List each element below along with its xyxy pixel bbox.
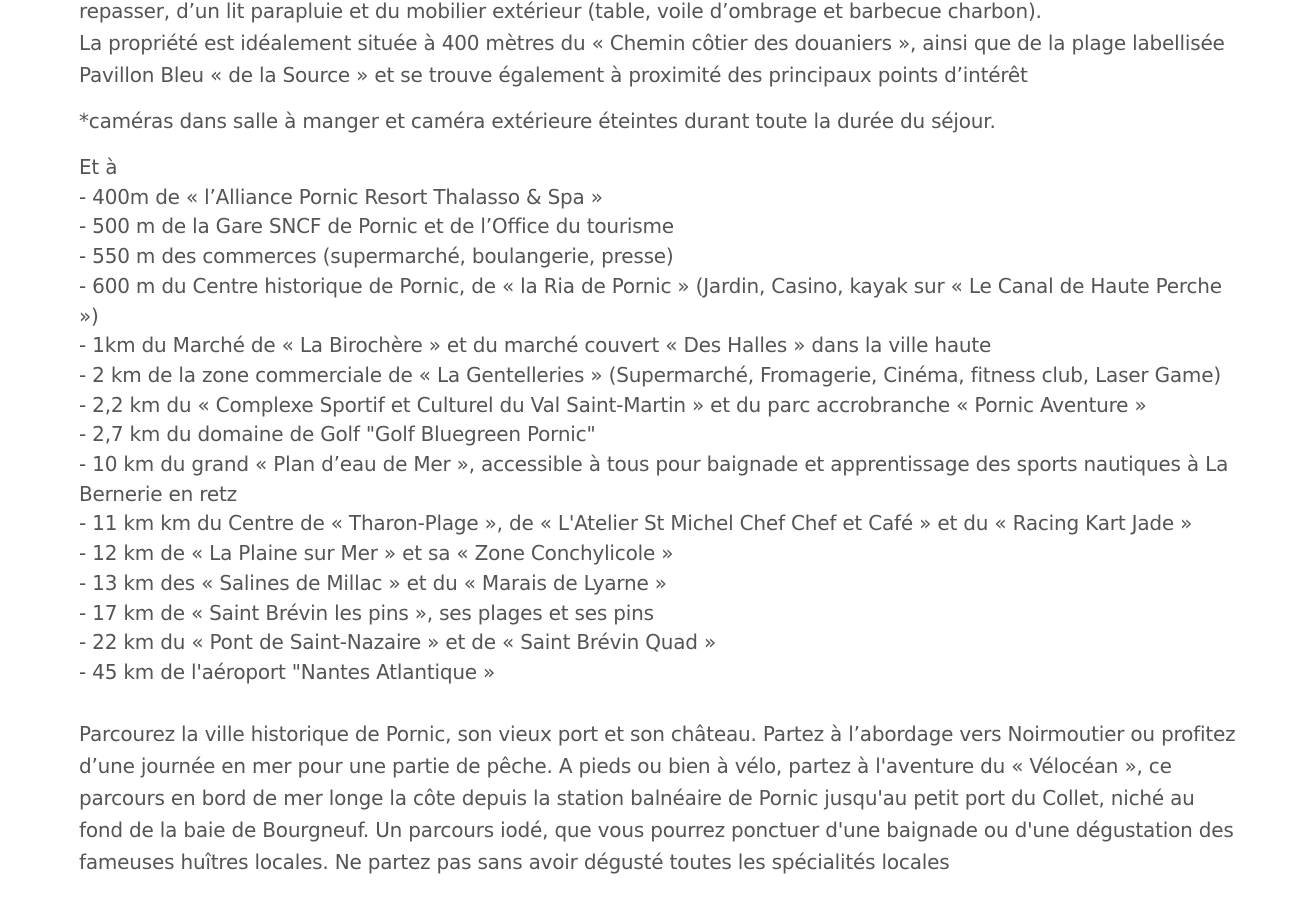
distance-item: - 2,2 km du « Complexe Sportif et Culturel du Val Saint-Martin » et du parc accrobranche « Pornic Aventure » <box>79 392 1147 417</box>
outro-paragraph: Parcourez la ville historique de Pornic, son vieux port et son château. Partez à l’abordage vers Noirmoutier ou profitez d’une journée en mer pour une partie de pêche. A pieds ou bien à vélo, partez à l'aventure du « Vélocéan », ce parcours en bord de mer longe la côte depuis la station balnéaire de Pornic jusqu'au petit port du Collet, niché au fond de la baie de Bourgneuf. Un parcours iodé, que vous pourrez ponctuer d'une baignade ou d'une dégustation des fameuses huîtres locales. Ne partez pas sans avoir dégusté toutes les spécialités locales <box>79 721 1236 874</box>
camera-note: *caméras dans salle à manger et caméra extérieure éteintes durant toute la durée du séjour. <box>79 109 996 133</box>
distance-item: - 17 km de « Saint Brévin les pins », ses plages et ses pins <box>79 600 654 625</box>
distance-item: - 22 km du « Pont de Saint-Nazaire » et de « Saint Brévin Quad » <box>79 630 716 655</box>
distance-item: - 600 m du Centre historique de Pornic, de « la Ria de Pornic » (Jardin, Casino, kayak sur « Le Canal de Haute Perche ») <box>79 273 1222 328</box>
distance-item: - 11 km km du Centre de « Tharon-Plage », de « L'Atelier St Michel Chef Chef et Café » et du « Racing Kart Jade » <box>79 511 1193 536</box>
description-content <box>79 0 1239 878</box>
intro-paragraph <box>79 0 1239 91</box>
distance-item: - 2 km de la zone commerciale de « La Gentelleries » (Supermarché, Fromagerie, Cinéma, fitness club, Laser Game) <box>79 362 1221 387</box>
intro-line-2: La propriété est idéalement située à 400 mètres du « Chemin côtier des douaniers », ainsi que de la plage labellisée Pavillon Bleu « de la Source » et se trouve également à proximité des principaux points d’intérêt <box>79 31 1225 87</box>
intro-line-1: repasser, d’un lit parapluie et du mobilier extérieur (table, voile d’ombrage et barbecue charbon). <box>79 0 1042 23</box>
distance-list-heading: Et à <box>79 155 118 179</box>
distance-item: - 45 km de l'aéroport "Nantes Atlantique » <box>79 659 496 684</box>
distance-item: - 2,7 km du domaine de Golf "Golf Bluegreen Pornic" <box>79 422 596 447</box>
distance-item: - 400m de « l’Alliance Pornic Resort Thalasso & Spa » <box>79 184 603 209</box>
distance-item: - 550 m des commerces (supermarché, boulangerie, presse) <box>79 244 674 269</box>
distance-item: - 12 km de « La Plaine sur Mer » et sa « Zone Conchylicole » <box>79 541 674 566</box>
distance-item: - 13 km des « Salines de Millac » et du « Marais de Lyarne » <box>79 570 667 595</box>
distance-item: - 10 km du grand « Plan d’eau de Mer », accessible à tous pour baignade et apprentissage des sports nautiques à La Bernerie en retz <box>79 452 1229 506</box>
distance-list <box>79 153 1239 688</box>
distance-item: - 1km du Marché de « La Birochère » et du marché couvert « Des Halles » dans la ville haute <box>79 333 992 358</box>
distance-item: - 500 m de la Gare SNCF de Pornic et de l’Office du tourisme <box>79 214 674 239</box>
